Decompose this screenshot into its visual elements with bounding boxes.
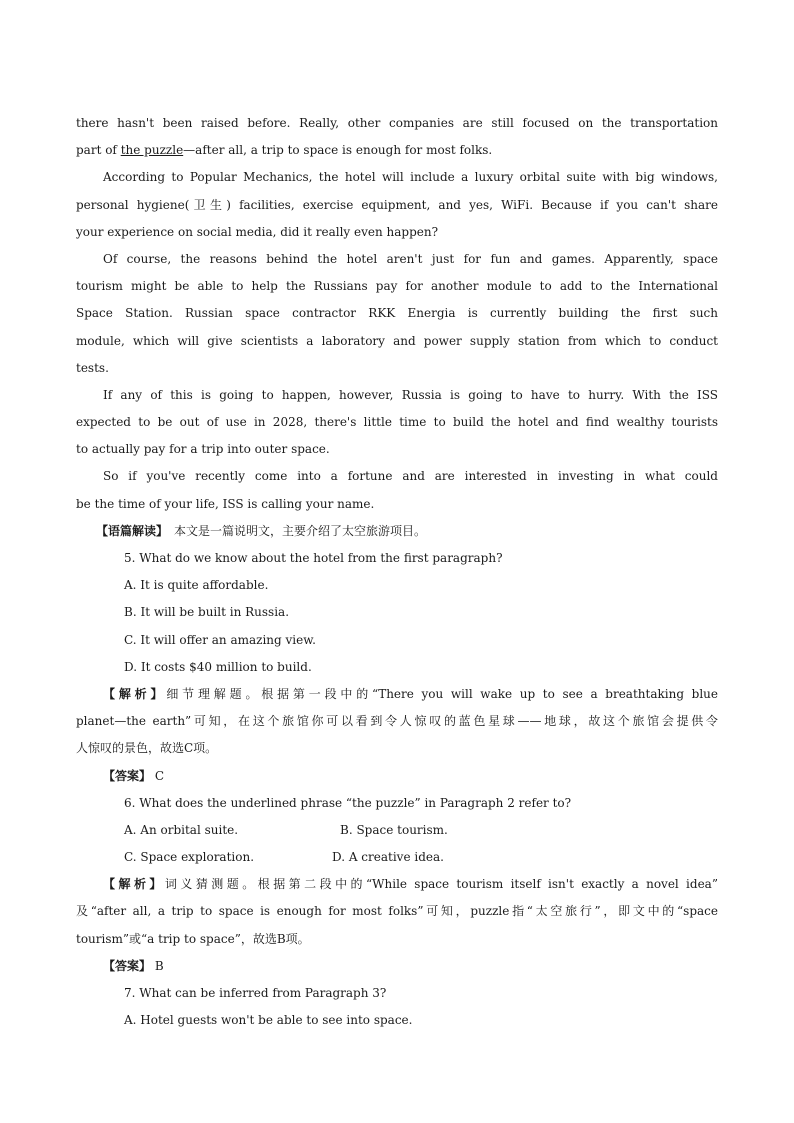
option-a: A. Hotel guests won't be able to see into space. xyxy=(124,1013,413,1028)
passage-line: to actually pay for a trip into outer space. xyxy=(76,442,330,457)
passage-line: module, which will give scientists a laboratory and power supply station from which to conduct xyxy=(76,333,718,348)
option-d: D. A creative idea. xyxy=(332,850,444,865)
option-a: A. It is quite affordable. xyxy=(124,578,269,593)
passage-line: So if you've recently come into a fortune and are interested in investing in what could xyxy=(103,469,718,484)
option-row xyxy=(76,817,718,844)
answer-label: 【答案】 xyxy=(103,958,152,973)
answer-value: C xyxy=(151,768,165,783)
analysis-line xyxy=(76,871,718,898)
option-a: A. An orbital suite. xyxy=(124,822,239,837)
passage-line: your experience on social media, did it really even happen? xyxy=(76,224,439,239)
option-c: C. It will offer an amazing view. xyxy=(124,632,316,647)
analysis-line: 人惊叹的景色，故选C项。 xyxy=(76,741,218,756)
question-stem: 5. What do we know about the hotel from the first paragraph? xyxy=(124,551,503,565)
passage-line: be the time of your life, ISS is calling your name. xyxy=(76,496,375,511)
option-d: D. It costs $40 million to build. xyxy=(124,659,312,674)
analysis-line: 及“after all, a trip to space is enough for most folks”可知，puzzle指“太空旅行”，即文中的“space xyxy=(76,904,718,919)
passage-line: there hasn't been raised before. Really, other companies are still focused on the transportation xyxy=(76,116,718,130)
analysis-line xyxy=(76,681,718,708)
answer-value: B xyxy=(151,958,164,973)
option-b: B. It will be built in Russia. xyxy=(124,605,290,620)
passage-line: According to Popular Mechanics, the hotel will include a luxury orbital suite with big windows, xyxy=(103,170,718,185)
analysis-line: tourism”或“a trip to space”，故选B项。 xyxy=(76,931,310,946)
reading-note-text: 本文是一篇说明文，主要介绍了太空旅游项目。 xyxy=(162,523,427,538)
passage-line: expected to be out of use in 2028, there's little time to build the hotel and find wealthy tourists xyxy=(76,415,718,430)
analysis-text: 细节理解题。根据第一段中的“There you will wake up to see a breathtaking blue xyxy=(166,686,718,701)
option-c: C. Space exploration. xyxy=(124,850,255,865)
passage-line: If any of this is going to happen, however, Russia is going to have to hurry. With the ISS xyxy=(103,387,718,402)
question-stem: 7. What can be inferred from Paragraph 3? xyxy=(124,986,387,1000)
reading-note-label: 【语篇解读】 xyxy=(96,523,163,538)
passage-line: Of course, the reasons behind the hotel aren't just for fun and games. Apparently, space xyxy=(103,251,718,266)
analysis-label: 【解析】 xyxy=(103,686,167,701)
option-row xyxy=(76,844,718,871)
passage-text: part of xyxy=(76,143,121,158)
passage-text: —after all, a trip to space is enough for most folks. xyxy=(183,143,493,158)
analysis-text: 词义猜测题。根据第二段中的“While space tourism itself isn't exactly a novel idea” xyxy=(164,877,718,892)
passage-line: tourism might be able to help the Russians pay for another module to add to the International xyxy=(76,279,718,294)
answer-label: 【答案】 xyxy=(103,768,152,783)
answer-line xyxy=(76,953,718,980)
option-b: B. Space tourism. xyxy=(340,822,448,837)
question-stem: 6. What does the underlined phrase “the puzzle” in Paragraph 2 refer to? xyxy=(124,795,572,810)
answer-line xyxy=(76,763,718,790)
passage-line xyxy=(76,137,718,164)
underlined-phrase: the puzzle xyxy=(120,143,184,158)
passage-line: personal hygiene(卫生) facilities, exercise equipment, and yes, WiFi. Because if you can't share xyxy=(76,197,718,212)
passage-line: Space Station. Russian space contractor RKK Energia is currently building the first such xyxy=(76,306,718,321)
reading-note xyxy=(76,518,718,545)
analysis-line: planet—the earth”可知，在这个旅馆你可以看到令人惊叹的蓝色星球——地球，故这个旅馆会提供令 xyxy=(76,714,718,729)
passage-line: tests. xyxy=(76,360,109,375)
analysis-label: 【解析】 xyxy=(103,877,165,892)
